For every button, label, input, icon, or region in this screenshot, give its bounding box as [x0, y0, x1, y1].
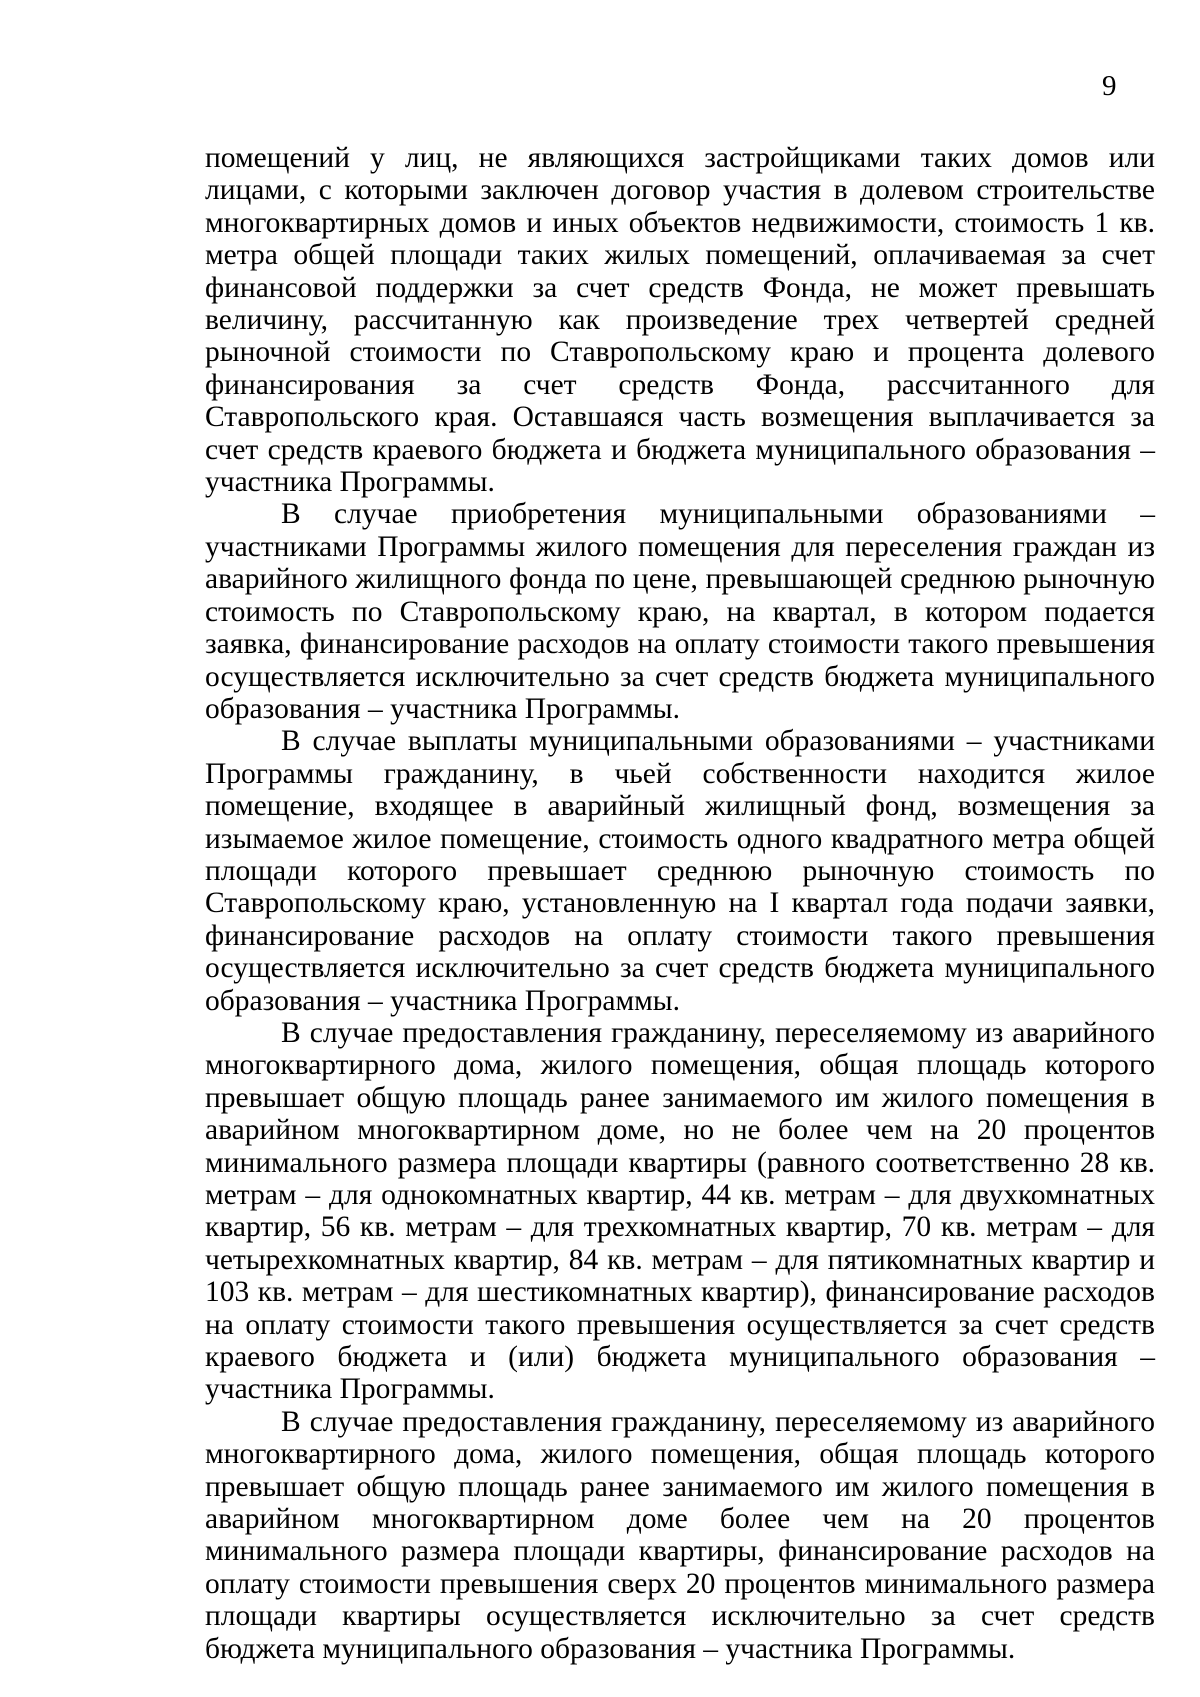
paragraph-area-excess-over-20: В случае предоставления гражданину, переселяемому из аварийного многоквартирного дома, жилого помещения, общая площадь которого превышает общую площадь ранее занимаемого им жилого помещения в аварийном многоквартирном доме более чем на 20 процентов минимального размера площади квартиры, финансирование расходов на оплату стоимости превышения сверх 20 процентов минимального размера площади квартиры осуществляется исключительно за счет средств бюджета муниципального образования – участника Программы.: [205, 1405, 1155, 1665]
paragraph-compensation-excess: В случае выплаты муниципальными образованиями – участниками Программы гражданину, в чьей собственности находится жилое помещение, входящее в аварийный жилищный фонд, возмещения за изымаемое жилое помещение, стоимость одного квадратного метра общей площади которого превышает среднюю рыночную стоимость по Ставропольскому краю, установленную на I квартал года подачи заявки, финансирование расходов на оплату стоимости такого превышения осуществляется исключительно за счет средств бюджета муниципального образования – участника Программы.: [205, 725, 1155, 1017]
paragraph-purchase-price-excess: В случае приобретения муниципальными образованиями – участниками Программы жилого помещения для переселения граждан из аварийного жилищного фонда по цене, превышающей среднюю рыночную стоимость по Ставропольскому краю, на квартал, в котором подается заявка, финансирование расходов на оплату стоимости такого превышения осуществляется исключительно за счет средств бюджета муниципального образования – участника Программы.: [205, 498, 1155, 725]
paragraph-area-excess-up-to-20: В случае предоставления гражданину, переселяемому из аварийного многоквартирного дома, жилого помещения, общая площадь которого превышает общую площадь ранее занимаемого им жилого помещения в аварийном многоквартирном доме, но не более чем на 20 процентов минимального размера площади квартиры (равного соответственно 28 кв. метрам – для однокомнатных квартир, 44 кв. метрам – для двухкомнатных квартир, 56 кв. метрам – для трехкомнатных квартир, 70 кв. метрам – для четырехкомнатных квартир, 84 кв. метрам – для пятикомнатных квартир и 103 кв. метрам – для шестикомнатных квартир), финансирование расходов на оплату стоимости такого превышения осуществляется за счет средств краевого бюджета и (или) бюджета муниципального образования – участника Программы.: [205, 1016, 1155, 1406]
page-number: 9: [1102, 70, 1117, 102]
paragraph-continuation: помещений у лиц, не являющихся застройщиками таких домов или лицами, с которыми заключен договор участия в долевом строительстве многоквартирных домов и иных объектов недвижимости, стоимость 1 кв. метра общей площади таких жилых помещений, оплачиваемая за счет финансовой поддержки за счет средств Фонда, не может превышать величину, рассчитанную как произведение трех четвертей средней рыночной стоимости по Ставропольскому краю и процента долевого финансирования за счет средств Фонда, рассчитанного для Ставропольского края. Оставшаяся часть возмещения выплачивается за счет средств краевого бюджета и бюджета муниципального образования – участника Программы.: [205, 142, 1155, 499]
document-body: [205, 142, 1155, 1665]
